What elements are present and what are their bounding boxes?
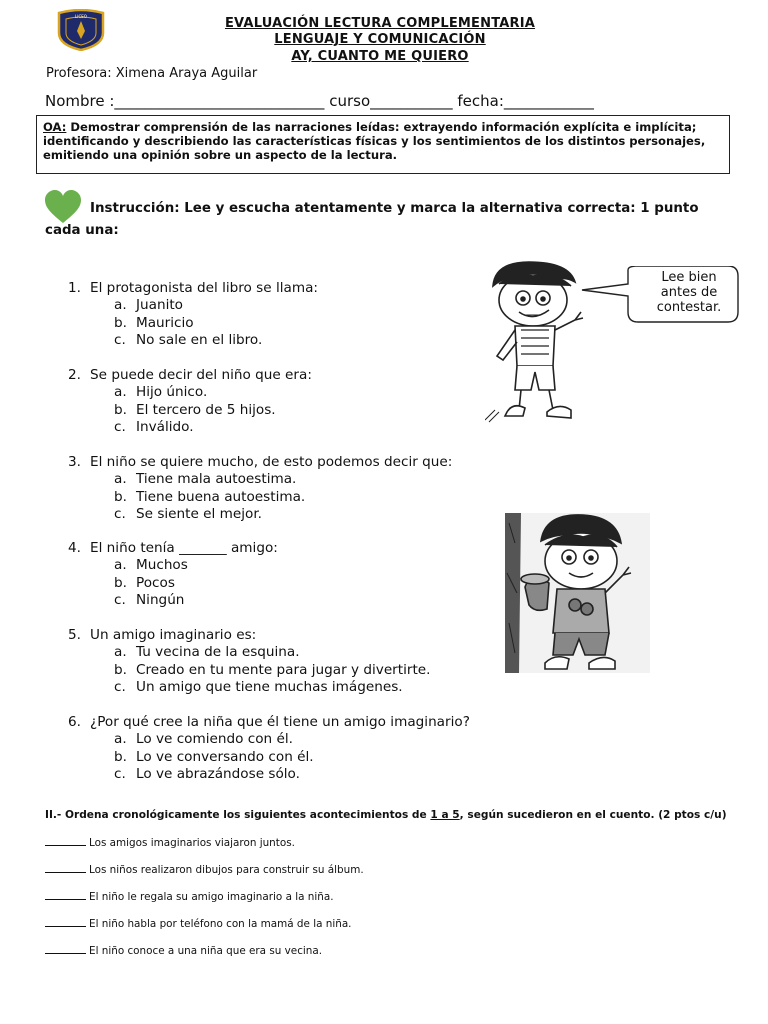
answer-option[interactable] <box>68 297 318 314</box>
order-item <box>45 945 322 957</box>
option-letter: a. <box>114 731 127 748</box>
answer-option[interactable] <box>68 471 452 488</box>
option-letter: a. <box>114 557 127 574</box>
objective-text: Demostrar comprensión de las narraciones leídas: extrayendo información explícita e implícita; identificando y describiendo las características físicas y los sentimientos de los distintos personajes, emitiendo una opinión sobre un aspecto de la lectura. <box>43 120 706 162</box>
section2-heading <box>45 809 727 821</box>
option-text: Se siente el mejor. <box>136 506 262 523</box>
order-item-text: Los niños realizaron dibujos para construir su álbum. <box>89 864 364 876</box>
order-item-text: El niño conoce a una niña que era su vecina. <box>89 945 323 957</box>
objective-box <box>36 115 730 174</box>
name-label: Nombre : <box>45 92 115 110</box>
question-block <box>68 280 318 350</box>
option-letter: b. <box>114 314 127 331</box>
order-blank[interactable] <box>45 891 86 900</box>
section2-prefix: II.- Ordena cronológicamente los siguientes acontecimientos de <box>45 809 431 821</box>
question-block <box>68 454 452 524</box>
date-label: fecha: <box>457 92 504 110</box>
teacher-name: Profesora: Ximena Araya Aguilar <box>46 66 258 81</box>
section2-range: 1 a 5 <box>430 809 460 821</box>
answer-option[interactable] <box>68 644 430 661</box>
option-letter: b. <box>114 661 127 678</box>
option-letter: a. <box>114 384 127 401</box>
question-number: 2. <box>68 367 81 383</box>
option-text: No sale en el libro. <box>136 332 263 349</box>
option-letter: b. <box>114 488 127 505</box>
order-blank[interactable] <box>45 864 86 873</box>
option-text: El tercero de 5 hijos. <box>136 401 276 418</box>
option-text: Muchos <box>136 557 188 574</box>
option-letter: b. <box>114 574 127 591</box>
option-letter: c. <box>114 419 126 436</box>
question-line <box>68 627 430 644</box>
question-text: El niño se quiere mucho, de esto podemos decir que: <box>90 454 453 470</box>
answer-option[interactable] <box>68 766 470 783</box>
answer-option[interactable] <box>68 332 318 349</box>
answer-option[interactable] <box>68 575 278 592</box>
option-text: Un amigo que tiene muchas imágenes. <box>136 679 403 696</box>
boy-illustration <box>485 260 591 425</box>
objective-key: OA: <box>43 120 67 134</box>
answer-option[interactable] <box>68 506 452 523</box>
option-text: Lo ve conversando con él. <box>136 748 314 765</box>
order-item <box>45 864 364 876</box>
option-text: Tu vecina de la esquina. <box>136 644 300 661</box>
order-item <box>45 918 352 930</box>
option-letter: a. <box>114 297 127 314</box>
option-text: Hijo único. <box>136 384 208 401</box>
question-line <box>68 714 470 731</box>
question-text: Un amigo imaginario es: <box>90 627 257 643</box>
option-text: Inválido. <box>136 419 194 436</box>
question-block <box>68 367 312 437</box>
title-line-2: LENGUAJE Y COMUNICACIÓN <box>274 32 486 47</box>
speech-bubble-text <box>620 270 758 315</box>
bubble-line-3: contestar. <box>656 300 722 315</box>
question-text: El protagonista del libro se llama: <box>90 280 318 296</box>
question-text: ¿Por qué cree la niña que él tiene un amigo imaginario? <box>90 714 470 730</box>
answer-option[interactable] <box>68 557 278 574</box>
answer-option[interactable] <box>68 662 430 679</box>
question-number: 1. <box>68 280 81 296</box>
bubble-line-1: Lee bien <box>661 270 717 285</box>
order-blank[interactable] <box>45 837 86 846</box>
title-line-1: EVALUACIÓN LECTURA COMPLEMENTARIA <box>224 16 536 31</box>
school-logo <box>55 9 107 51</box>
question-line <box>68 454 452 471</box>
question-number: 5. <box>68 627 81 643</box>
section2-suffix: , según sucedieron en el cuento. (2 ptos c/u) <box>459 809 727 821</box>
student-fields <box>45 92 594 110</box>
question-line <box>68 280 318 297</box>
option-letter: c. <box>114 679 126 696</box>
answer-option[interactable] <box>68 592 278 609</box>
option-text: Juanito <box>136 297 183 314</box>
order-item-text: Los amigos imaginarios viajaron juntos. <box>89 837 295 849</box>
order-blank[interactable] <box>45 945 86 954</box>
instruction <box>45 198 735 242</box>
answer-option[interactable] <box>68 731 470 748</box>
option-text: Ningún <box>136 592 185 609</box>
answer-option[interactable] <box>68 679 430 696</box>
option-letter: c. <box>114 332 126 349</box>
question-number: 6. <box>68 714 81 730</box>
answer-option[interactable] <box>68 749 470 766</box>
course-label: curso <box>329 92 371 110</box>
name-blank[interactable]: ____________________________ <box>114 92 325 110</box>
question-block <box>68 540 278 610</box>
bubble-line-2: antes de <box>660 285 718 300</box>
question-text: El niño tenía _______ amigo: <box>90 540 278 556</box>
question-text: Se puede decir del niño que era: <box>90 367 312 383</box>
option-text: Mauricio <box>136 314 194 331</box>
option-text: Pocos <box>136 574 175 591</box>
order-item <box>45 891 334 903</box>
question-number: 4. <box>68 540 81 556</box>
question-block <box>68 627 430 697</box>
instruction-text: Instrucción: Lee y escucha atentamente y marca la alternativa correcta: 1 punto cada una: <box>45 201 699 238</box>
course-blank[interactable]: ___________ <box>370 92 453 110</box>
logo-text: LICEO <box>75 14 87 19</box>
option-letter: b. <box>114 401 127 418</box>
answer-option[interactable] <box>68 384 312 401</box>
answer-option[interactable] <box>68 489 452 506</box>
option-letter: c. <box>114 766 126 783</box>
question-block <box>68 714 470 784</box>
answer-option[interactable] <box>68 315 318 332</box>
option-letter: a. <box>114 644 127 661</box>
option-text: Lo ve abrazándose sólo. <box>136 766 300 783</box>
option-text: Tiene buena autoestima. <box>136 488 306 505</box>
title-line-3: AY, CUANTO ME QUIERO <box>291 49 469 64</box>
answer-option[interactable] <box>68 402 312 419</box>
option-text: Lo ve comiendo con él. <box>136 731 293 748</box>
option-letter: a. <box>114 471 127 488</box>
order-item-text: El niño habla por teléfono con la mamá de la niña. <box>89 918 352 930</box>
date-blank[interactable]: ____________ <box>503 92 594 110</box>
order-blank[interactable] <box>45 918 86 927</box>
question-number: 3. <box>68 454 81 470</box>
question-line <box>68 367 312 384</box>
option-letter: c. <box>114 506 126 523</box>
option-text: Tiene mala autoestima. <box>136 471 297 488</box>
answer-option[interactable] <box>68 419 312 436</box>
order-item <box>45 837 295 849</box>
question-line <box>68 540 278 557</box>
order-item-text: El niño le regala su amigo imaginario a la niña. <box>89 891 334 903</box>
option-letter: b. <box>114 748 127 765</box>
option-text: Creado en tu mente para jugar y divertirte. <box>136 661 431 678</box>
boy-with-trophy-illustration <box>505 513 650 673</box>
option-letter: c. <box>114 592 126 609</box>
